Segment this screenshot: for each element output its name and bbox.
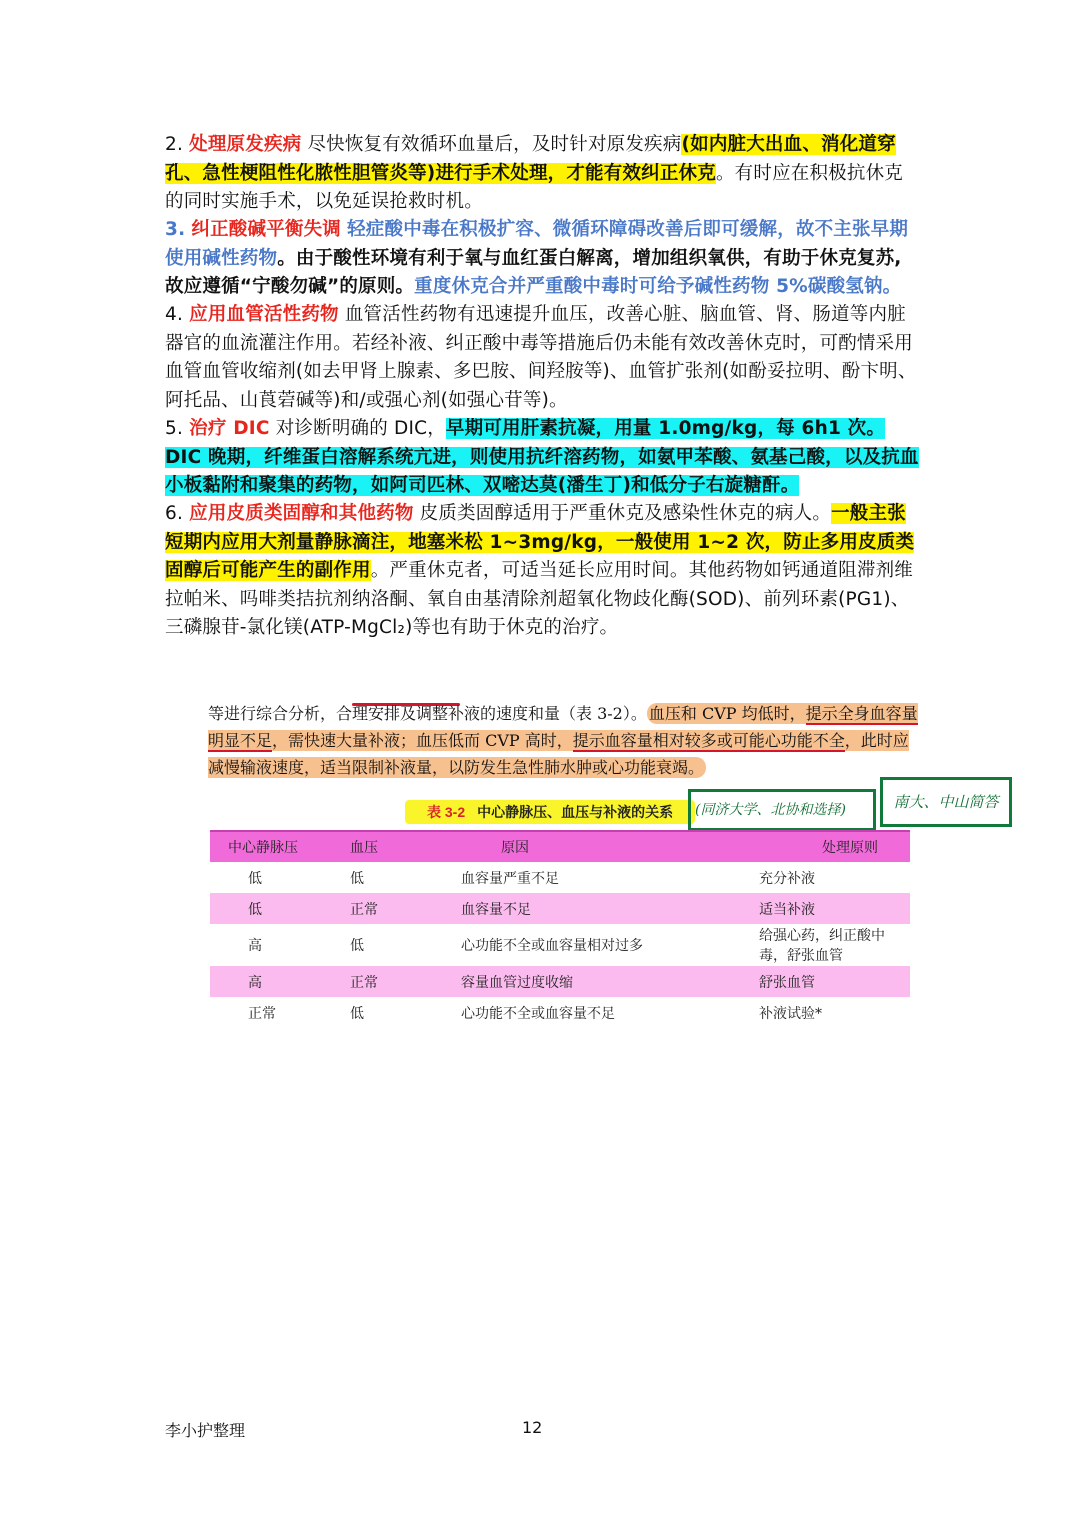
section-3-title: 纠正酸碱平衡失调 bbox=[191, 219, 342, 240]
table-caption bbox=[405, 800, 695, 824]
table-cell: 血容量不足 bbox=[441, 893, 747, 924]
footer-author: 李小护整理 bbox=[165, 1421, 246, 1440]
section-2-highlight: (如内脏大出血、消化道穿孔、急性梗阻性化脓性胆管炎等)进行手术处理，才能有效纠正休克 bbox=[165, 134, 896, 184]
section-5-number: 5. bbox=[165, 418, 184, 439]
section-6-highlight: 一般主张短期内应用大剂量静脉滴注，地塞米松 1~3mg/kg，一般使用 1~2 次，防止多用皮质类固醇后可能产生的副作用 bbox=[165, 503, 915, 581]
table-cell: 心功能不全或血容量相对过多 bbox=[461, 938, 643, 954]
page-number: 12 bbox=[522, 1418, 543, 1437]
handwritten-note-1-text: (同济大学、北协和选择) bbox=[695, 802, 846, 818]
section-3-text: 。由于酸性环境有利于氧与血红蛋白解离，增加组织氧供，有助于休克复苏, 故应遵循“宁酸勿碱”的原则。 bbox=[165, 247, 902, 297]
table-header-cvp: 中心静脉压 bbox=[210, 831, 349, 862]
section-6-text-end: 。严重休克者，可适当延长应用时间。其他药物如钙通道阻滞剂维拉帕米、吗啡类拮抗剂纳洛酮、氧自由基清除剂超氧化物歧化酶(SOD)、前列环素(PG1)、三磷腺苷-氯化镁(ATP-MgCl₂)等也有助于休克的治疗。 bbox=[165, 560, 914, 638]
table-cell: 补液试验* bbox=[759, 1005, 822, 1022]
table-cell: 低 bbox=[350, 938, 364, 954]
section-6-title: 应用皮质类固醇和其他药物 bbox=[189, 503, 414, 524]
textbook-text-2: 血压和 CVP 均低时， bbox=[648, 704, 806, 723]
section-4 bbox=[165, 301, 920, 415]
table-row bbox=[210, 997, 910, 1028]
section-6 bbox=[165, 500, 920, 643]
section-3-blue-text-2: 重度休克合并严重酸中毒时可给予碱性药物 5%碳酸氢钠。 bbox=[414, 276, 902, 297]
table-cell: 低 bbox=[350, 1005, 364, 1022]
table-cell: 正常 bbox=[248, 1005, 276, 1022]
table-header-cause: 原因 bbox=[441, 831, 747, 862]
section-2-text: 尽快恢复有效循环血量后，及时针对原发疾病 bbox=[307, 134, 682, 155]
table-row bbox=[210, 924, 910, 966]
table-cell: 舒张血管 bbox=[747, 966, 910, 997]
section-2-title: 处理原发疾病 bbox=[189, 134, 302, 155]
table-caption-number: 表 3-2 bbox=[427, 804, 466, 820]
section-3 bbox=[165, 216, 920, 302]
table-cell: 充分补液 bbox=[759, 870, 815, 887]
table-row bbox=[210, 862, 910, 893]
section-6-number: 6. bbox=[165, 503, 184, 524]
table-row bbox=[210, 966, 910, 997]
table-header-principle: 处理原则 bbox=[747, 831, 910, 862]
textbook-text-4: ，此时应减慢输液速度，适当限制补液量，以防发生急性肺水肿或心功能衰竭。 bbox=[208, 731, 909, 777]
section-2 bbox=[165, 131, 920, 217]
section-4-title: 应用血管活性药物 bbox=[189, 304, 339, 325]
section-5-highlight: 早期可用肝素抗凝，用量 1.0mg/kg，每 6h1 次。DIC 晚期，纤维蛋白溶解系统亢进，则使用抗纤溶药物，如氨甲苯酸、氨基己酸，以及抗血小板黏附和聚集的药物，如阿司匹林、双嘧达莫(潘生丁)和低分子右旋糖酐。 bbox=[165, 418, 919, 496]
table-cell: 正常 bbox=[349, 966, 441, 997]
table-row bbox=[210, 893, 910, 924]
textbook-paragraph bbox=[200, 700, 920, 781]
cvp-bp-fluid-table bbox=[210, 830, 910, 1028]
textbook-underlined-2: 提示血容量相对较多或可能心功能不全 bbox=[572, 731, 845, 750]
table-cell: 给强心药，纠正酸中毒，舒张血管 bbox=[759, 928, 885, 964]
handwritten-note-2-text: 南大、中山简答 bbox=[893, 793, 999, 811]
table-cell: 低 bbox=[350, 870, 364, 887]
section-3-blue-text: 轻症酸中毒在积极扩容、微循环障碍改善后即可缓解，故不主张早期使用碱性药物 bbox=[165, 219, 909, 269]
section-6-text: 皮质类固醇适用于严重休克及感染性休克的病人。 bbox=[419, 503, 832, 524]
section-2-number: 2. bbox=[165, 134, 184, 155]
handwritten-note-2 bbox=[880, 777, 1012, 827]
section-5-title: 治疗 DIC bbox=[189, 418, 270, 439]
section-3-number: 3. bbox=[165, 219, 186, 240]
section-5-text: 对诊断明确的 DIC， bbox=[275, 418, 446, 439]
table-cell: 高 bbox=[248, 938, 262, 954]
handwritten-note-1 bbox=[688, 789, 876, 831]
textbook-text-1: 等进行综合分析，合理安排及调整补液的速度和量（表 3-2）。 bbox=[208, 704, 647, 723]
textbook-text-3: ，需快速大量补液；血压低而 CVP 高时， bbox=[272, 731, 573, 750]
section-2-text-end: 。有时应在积极抗休克的同时实施手术，以免延误抢救时机。 bbox=[165, 162, 903, 212]
textbook-underlined-1: 提示全身血容量明显不足 bbox=[208, 704, 918, 750]
table-cell: 正常 bbox=[349, 893, 441, 924]
table-cell: 适当补液 bbox=[747, 893, 910, 924]
table-cell: 低 bbox=[210, 893, 349, 924]
table-cell: 心功能不全或血容量不足 bbox=[461, 1005, 615, 1022]
section-4-text: 血管活性药物有迅速提升血压，改善心脏、脑血管、肾、肠道等内脏器官的血流灌注作用。若经补液、纠正酸中毒等措施后仍未能有效改善休克时，可酌情采用血管血管收缩剂(如去甲肾上腺素、多巴胺、间羟胺等)、血管扩张剂(如酚妥拉明、酚卞明、阿托品、山莨菪碱等)和/或强心剂(如强心苷等)。 bbox=[165, 304, 917, 411]
table-cell: 高 bbox=[210, 966, 349, 997]
table-header-row bbox=[210, 831, 910, 862]
table-cell: 容量血管过度收缩 bbox=[441, 966, 747, 997]
textbook-excerpt bbox=[200, 700, 920, 781]
table-caption-title: 中心静脉压、血压与补液的关系 bbox=[477, 804, 674, 820]
section-4-number: 4. bbox=[165, 304, 184, 325]
table-header-bp: 血压 bbox=[349, 831, 441, 862]
table-cell: 低 bbox=[248, 870, 262, 887]
table-cell: 血容量严重不足 bbox=[461, 870, 559, 887]
section-5 bbox=[165, 415, 920, 501]
